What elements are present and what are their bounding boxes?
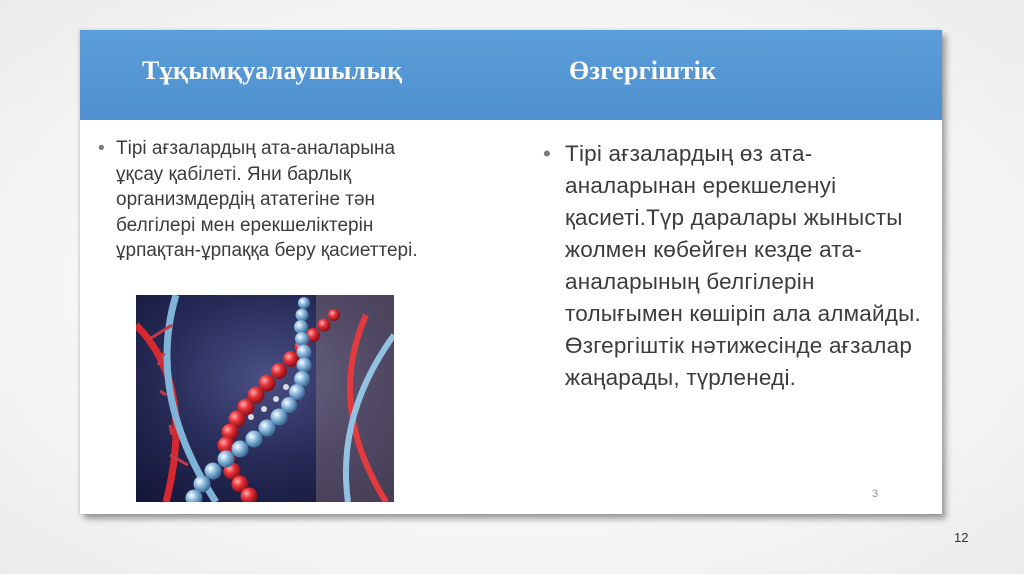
page-number: 12	[954, 530, 969, 545]
heredity-title: Тұқымқуалаушылық	[142, 56, 403, 85]
slide	[80, 30, 942, 514]
heredity-definition	[98, 136, 430, 264]
bullet-icon: •	[98, 138, 105, 159]
heredity-text: Тірі ағзалардың ата-аналарына ұқсау қабілеті. Яни барлық организмдердің ататегіне тән белгілері мен ерекшеліктерін ұрпақтан-ұрпаққа беру қасиеттері.	[116, 138, 418, 261]
dna-helix-image	[136, 295, 394, 502]
slide-number: 3	[872, 488, 879, 500]
slide-header	[80, 30, 942, 120]
variability-definition	[543, 138, 923, 394]
bullet-icon: •	[543, 141, 552, 166]
variability-title: Өзгергіштік	[569, 56, 717, 85]
variability-text: Тірі ағзалардың өз ата-аналарынан ерекшеленуі қасиеті.Түр даралары жынысты жолмен көбейген кезде ата-аналарының белгілерін толығымен көшіріп ала алмайды. Өзгергіштік нәтижесінде ағзалар жаңарады, түрленеді.	[565, 141, 921, 390]
